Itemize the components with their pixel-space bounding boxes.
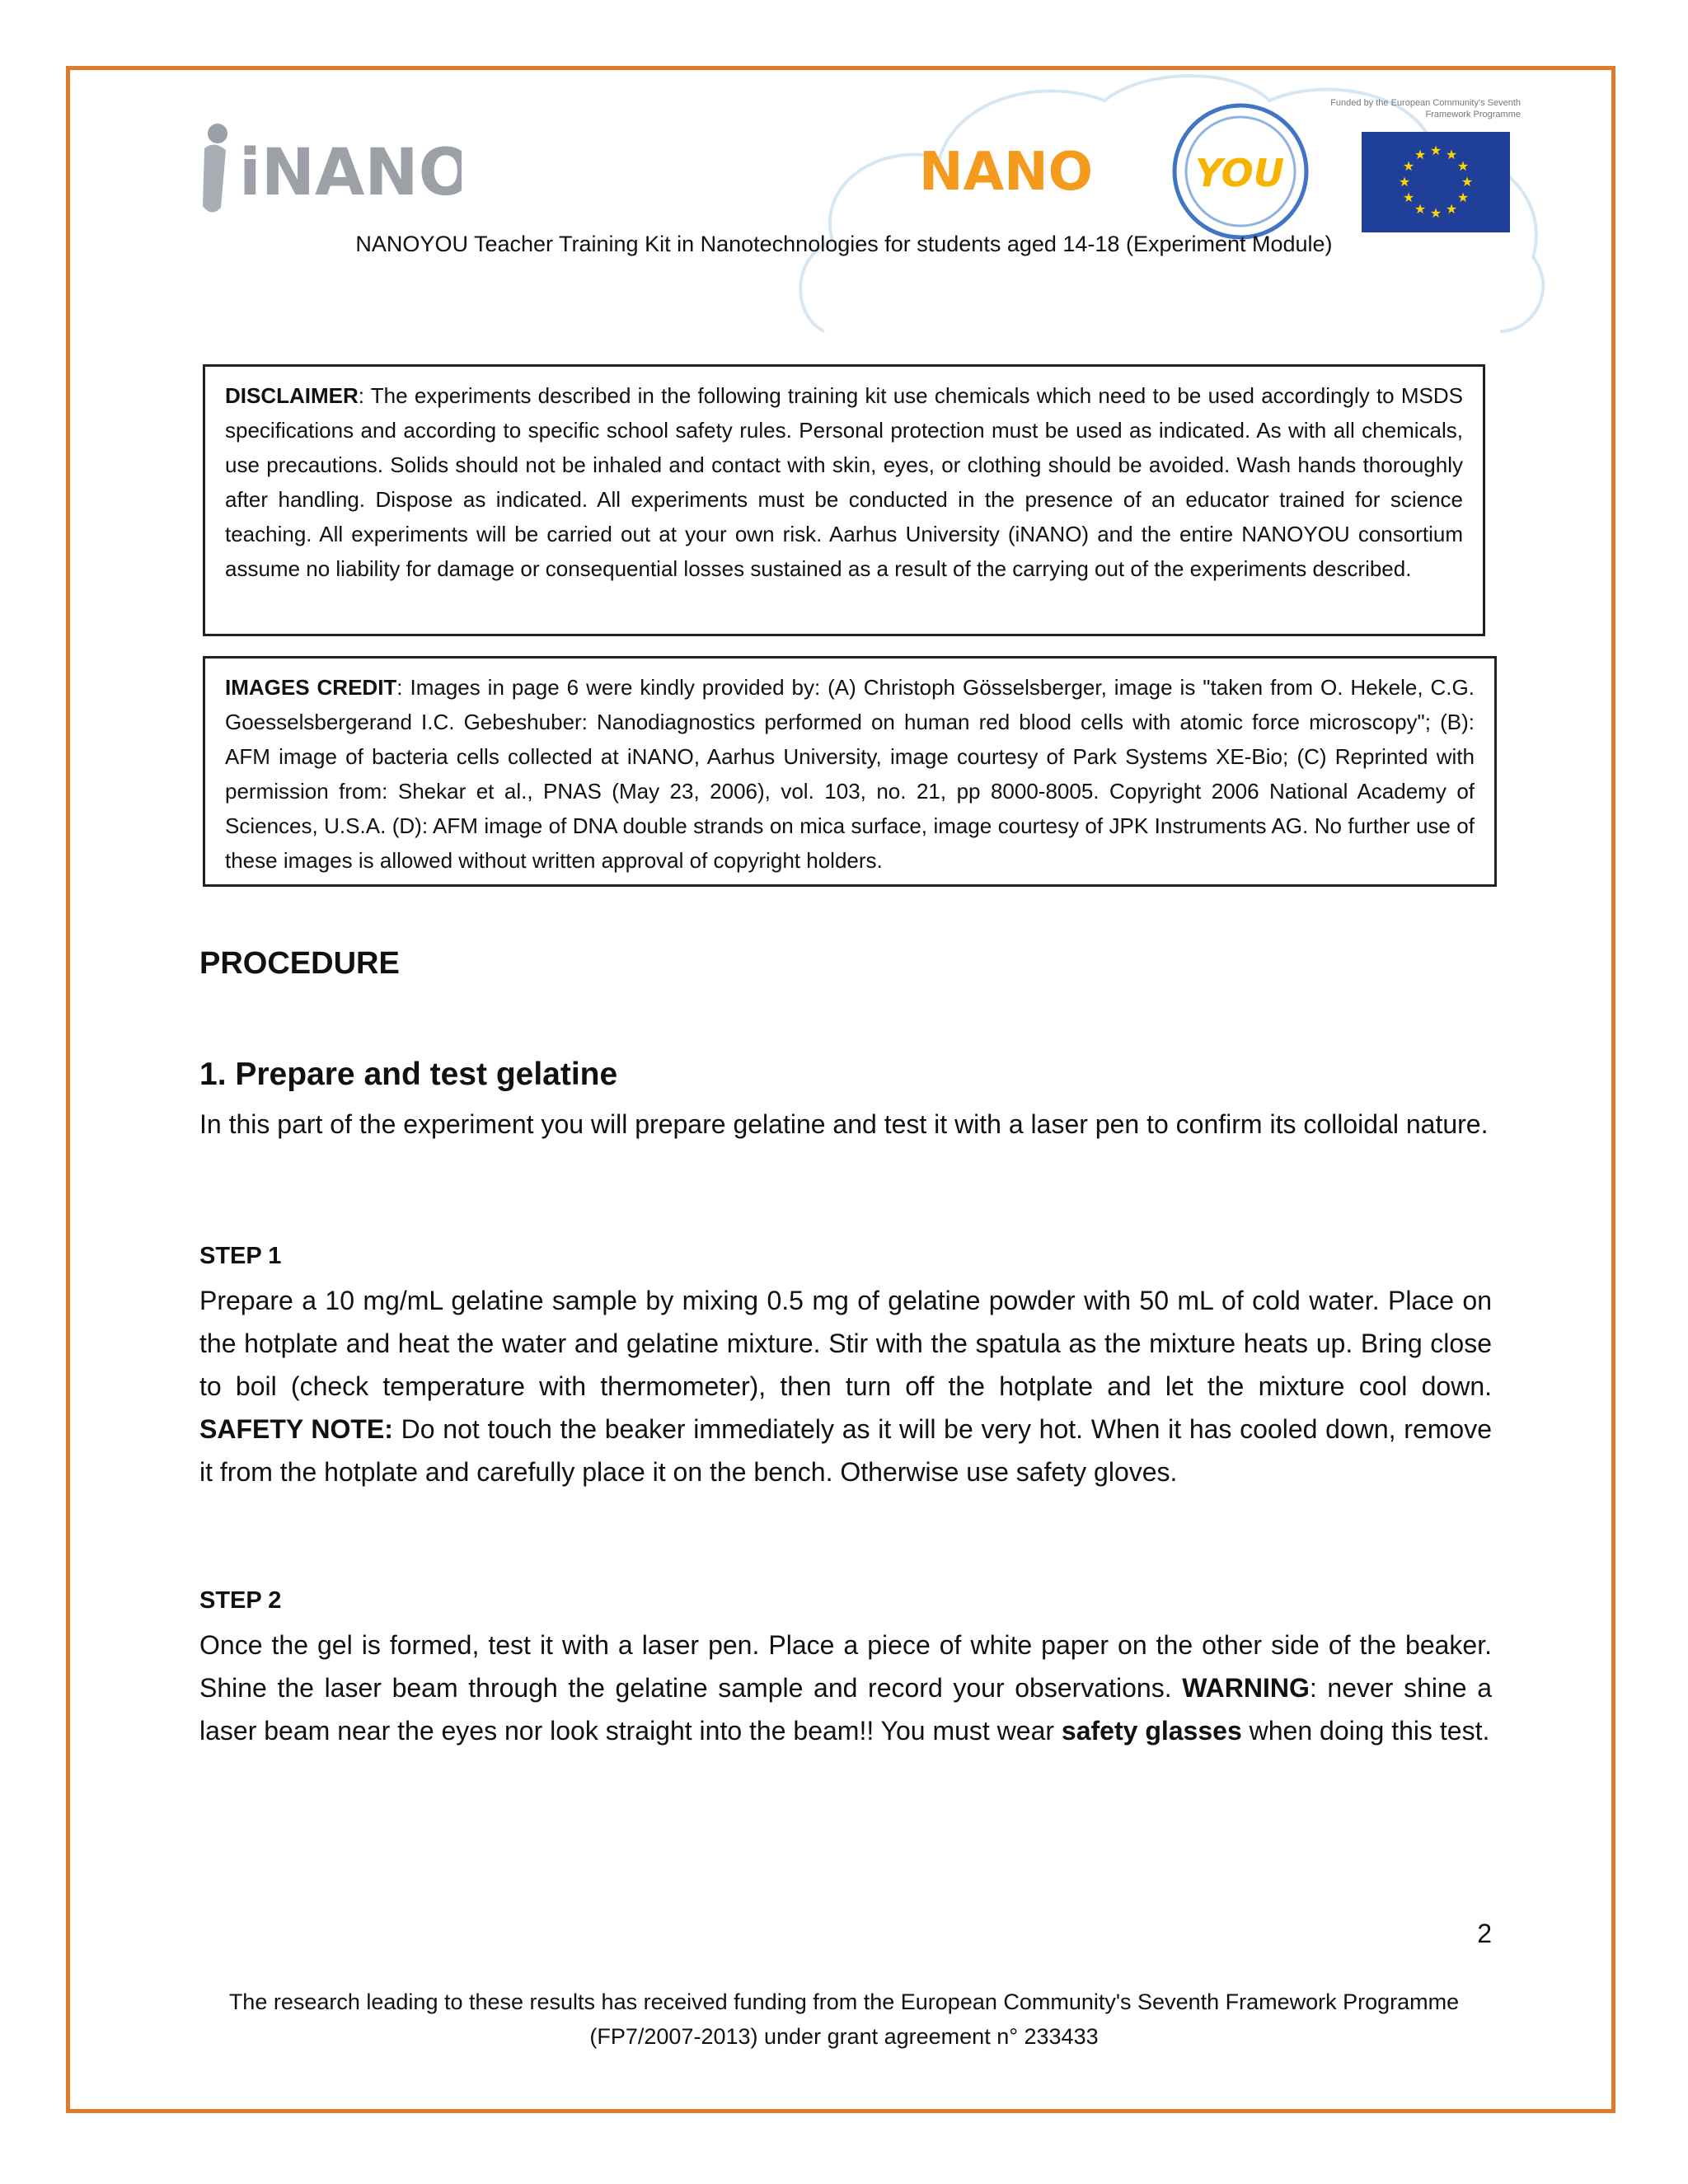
- images-credit-box: [203, 656, 1497, 887]
- disclaimer-label: DISCLAIMER: [225, 383, 359, 408]
- step-2-text-a: Once the gel is formed, test it with a laser pen. Place a piece of white paper on the other side of the beaker. Shine the laser beam through the gelatine sample and record your observations.: [199, 1630, 1492, 1703]
- section-intro: In this part of the experiment you will prepare gelatine and test it with a laser pen to confirm its colloidal nature.: [199, 1109, 1489, 1139]
- svg-text:★: ★: [1461, 174, 1474, 190]
- warning-label: WARNING: [1182, 1673, 1310, 1703]
- eu-funding-note: Funded by the European Community's Seventh Framework Programme: [1330, 98, 1521, 120]
- svg-text:★: ★: [1445, 147, 1458, 162]
- disclaimer-text: : The experiments described in the following training kit use chemicals which need to be used accordingly to MSDS specifications and according to specific school safety rules. Personal protection must be used as indicated. As with all chemicals, use precautions. Solids should not be inhaled and contact with skin, eyes, or clothing should be avoided. Wash hands thoroughly after handling. Dispose as indicated. All experiments must be conducted in the presence of an educator trained for science teaching. All experiments will be carried out at your own risk. Aarhus University (iNANO) and the entire NANOYOU consortium assume no liability for damage or consequential losses sustained as a result of the carrying out of the experiments described.: [225, 383, 1463, 581]
- svg-text:★: ★: [1456, 158, 1470, 174]
- svg-text:★: ★: [1429, 205, 1442, 221]
- nanoyou-logo: [919, 97, 1315, 246]
- safety-note-label: SAFETY NOTE:: [199, 1414, 393, 1444]
- safety-glasses-label: safety glasses: [1061, 1716, 1242, 1746]
- page-number: 2: [1477, 1919, 1492, 1948]
- svg-text:★: ★: [1414, 201, 1427, 217]
- step-1-text-a: Prepare a 10 mg/mL gelatine sample by mixing 0.5 mg of gelatine powder with 50 mL of cold water. Place on the hotplate and heat the water and gelatine mixture. Stir with the spatula as the mixture heats up. Bring close to boil (check temperature with thermometer), then turn off the hotplate and let the mixture cool down.: [199, 1286, 1492, 1401]
- section-heading: 1. Prepare and test gelatine: [199, 1057, 618, 1092]
- step-1-label: STEP 1: [199, 1243, 282, 1269]
- svg-text:★: ★: [1429, 143, 1442, 158]
- svg-text:★: ★: [1402, 190, 1415, 205]
- funding-footer: [0, 1985, 1688, 2054]
- step-2-text-b: : never shine a laser beam near the eyes nor look straight into the beam!! You must wear: [199, 1673, 1493, 1746]
- step-2-text: [199, 1624, 1492, 1752]
- svg-text:★: ★: [1456, 190, 1470, 205]
- inano-logo-text: iNANO: [239, 136, 462, 210]
- disclaimer-box: [203, 364, 1485, 636]
- step-1-text-b: Do not touch the beaker immediately as it will be very hot. When it has cooled down, remove it from the hotplate and carefully place it on the bench. Otherwise use safety gloves.: [199, 1414, 1493, 1487]
- nanoyou-logo-text: NANO: [919, 142, 1094, 203]
- nanoyou-badge-text: YOU: [1195, 151, 1285, 195]
- svg-text:★: ★: [1398, 174, 1411, 190]
- step-2-label: STEP 2: [199, 1587, 282, 1614]
- step-2-text-c: when doing this test.: [1241, 1716, 1490, 1746]
- inano-logo: [198, 115, 462, 223]
- header-caption: NANOYOU Teacher Training Kit in Nanotechnologies for students aged 14-18 (Experiment Module): [355, 232, 1333, 256]
- eu-flag-icon: [1362, 132, 1510, 232]
- images-credit-text: : Images in page 6 were kindly provided by: (A) Christoph Gösselsberger, image is "taken from O. Hekele, C.G. Goesselsbergerand I.C. Gebeshuber: Nanodiagnostics performed on human red blood cells with atomic force microscopy"; (B): AFM image of bacteria cells collected at iNANO, Aarhus University, image courtesy of Park Systems XE-Bio; (C) Reprinted with permission from: Shekar et al., PNAS (May 23, 2006), vol. 103, no. 21, pp 8000-8005. Copyright 2006 National Academy of Sciences, U.S.A. (D): AFM image of DNA double strands on mica surface, image courtesy of JPK Instruments AG. No further use of these images is allowed without written approval of copyright holders.: [225, 675, 1475, 873]
- step-1-text: [199, 1279, 1492, 1493]
- svg-text:★: ★: [1414, 147, 1427, 162]
- svg-text:★: ★: [1445, 201, 1458, 217]
- images-credit-label: IMAGES CREDIT: [225, 675, 397, 700]
- footer-line-2: (FP7/2007-2013) under grant agreement n° 233433: [589, 2024, 1099, 2049]
- procedure-heading: PROCEDURE: [199, 946, 400, 981]
- svg-text:★: ★: [1402, 158, 1415, 174]
- footer-line-1: The research leading to these results has received funding from the European Community's Seventh Framework Programme: [228, 1990, 1460, 2014]
